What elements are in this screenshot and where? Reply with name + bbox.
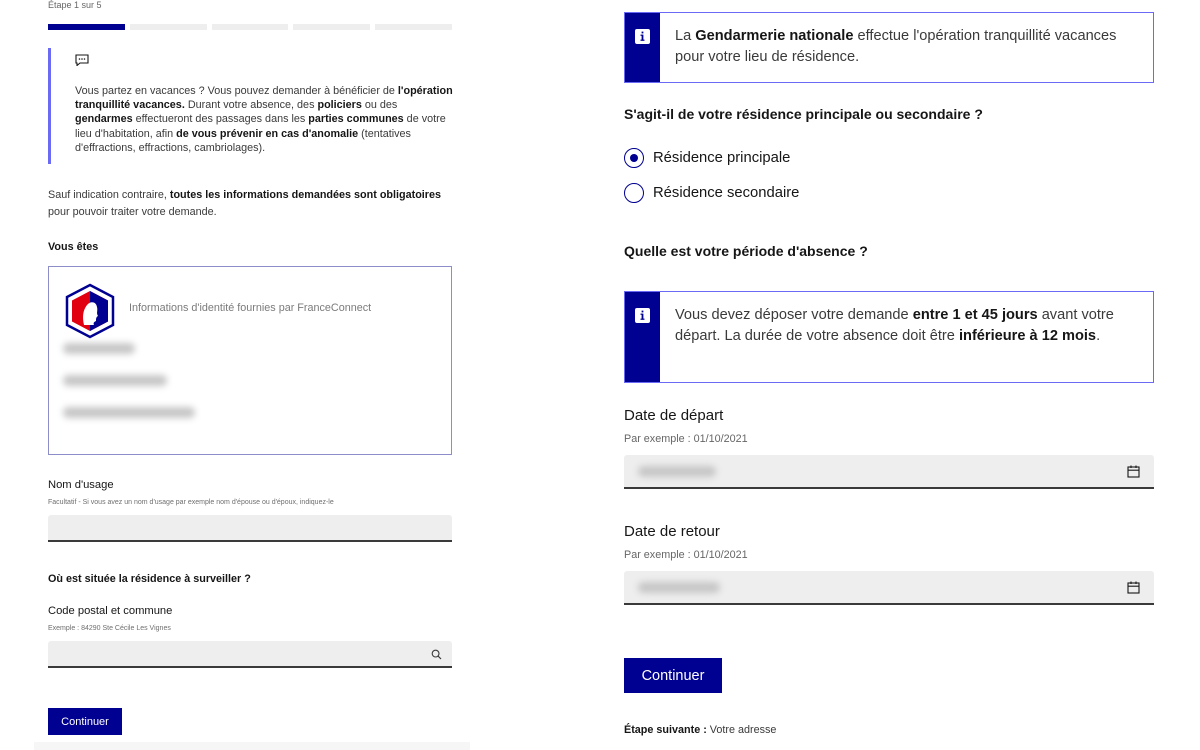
next-step-prefix: Étape suivante : (624, 724, 707, 736)
identity-heading: Vous êtes (48, 241, 99, 253)
absence-notice-text: Vous devez déposer votre demande entre 1 et 45 jours avant votre départ. La durée de votre absence doit être inférieure à 12 mois. (675, 307, 1114, 344)
next-step-info (624, 724, 776, 736)
redacted-identity-line (63, 375, 167, 386)
redacted-date-value (638, 582, 720, 593)
emphasis-text: Gendarmerie nationale (695, 28, 854, 44)
continue-button[interactable]: Continuer (624, 658, 722, 693)
depart-date-label: Date de départ (624, 407, 724, 424)
code-postal-label: Code postal et commune (48, 605, 173, 617)
radio-label: Résidence secondaire (653, 185, 800, 201)
search-icon[interactable] (431, 649, 442, 660)
step-indicator: Étape 1 sur 5 (48, 0, 102, 10)
radio-residence-principale[interactable] (624, 148, 790, 168)
nom-usage-label: Nom d'usage (48, 479, 114, 491)
nom-usage-hint: Facultatif - Si vous avez un nom d'usage par exemple nom d'épouse ou d'époux, indiquez-le (48, 499, 334, 506)
next-step-name: Votre adresse (706, 724, 777, 736)
code-postal-hint: Exemple : 84290 Ste Cécile Les Vignes (48, 625, 171, 632)
franceconnect-identity-box (48, 266, 452, 455)
gendarmerie-notice-text: La Gendarmerie nationale effectue l'opération tranquillité vacances pour votre lieu de résidence. (675, 28, 1117, 65)
depart-date-hint: Par exemple : 01/10/2021 (624, 433, 748, 445)
franceconnect-logo (63, 283, 117, 339)
redacted-identity-line (63, 407, 195, 418)
stepper-segment (375, 24, 452, 30)
gendarmerie-notice (624, 12, 1154, 83)
depart-date-input[interactable] (624, 455, 1154, 489)
emphasis-text: entre 1 et 45 jours (912, 307, 1038, 323)
left-form-panel (0, 0, 480, 750)
emphasis-text: toutes les informations demandées sont obligatoires (169, 189, 442, 201)
continue-button[interactable]: Continuer (48, 708, 122, 735)
redacted-identity-line (63, 343, 135, 354)
retour-date-input[interactable] (624, 571, 1154, 605)
intro-text: Vous partez en vacances ? Vous pouvez demander à bénéficier de l'opération tranquillité vacances. Durant votre absence, des policiers ou des gendarmes effectueront des passages dans les parties communes de votre lieu d'habitation, afin de vous prévenir en cas d'anomalie (tentatives d'effractions, effractions, cambriolages). (75, 85, 453, 154)
franceconnect-caption: Informations d'identité fournies par FranceConnect (129, 302, 372, 314)
emphasis-text: l'opération tranquillité vacances. (75, 85, 453, 112)
retour-date-hint: Par exemple : 01/10/2021 (624, 549, 748, 561)
stepper-segment (293, 24, 370, 30)
residence-type-question: S'agit-il de votre résidence principale ou secondaire ? (624, 106, 983, 122)
required-fields-notice: Sauf indication contraire, toutes les informations demandées sont obligatoires pour pouvoir traiter votre demande. (48, 189, 442, 218)
calendar-icon[interactable] (1127, 581, 1140, 594)
info-icon (635, 29, 650, 44)
residence-location-question: Où est située la résidence à surveiller ? (48, 573, 251, 585)
radio-residence-secondaire[interactable] (624, 183, 799, 203)
stepper-segment (212, 24, 289, 30)
emphasis-text: de vous prévenir en cas d'anomalie (176, 127, 359, 140)
radio-label: Résidence principale (653, 150, 791, 166)
notice-icon-bar (625, 13, 660, 82)
progress-stepper (48, 24, 452, 30)
stepper-segment (130, 24, 207, 30)
emphasis-text: parties communes (308, 113, 404, 126)
absence-period-question: Quelle est votre période d'absence ? (624, 243, 868, 259)
comment-icon (75, 54, 89, 66)
retour-date-label: Date de retour (624, 523, 720, 540)
notice-icon-bar (625, 292, 660, 382)
radio-button-checked[interactable] (624, 148, 644, 168)
nom-usage-input[interactable] (48, 515, 452, 542)
info-icon (635, 308, 650, 323)
panel-bottom-edge (34, 742, 470, 750)
emphasis-text: policiers (317, 99, 362, 112)
intro-callout (48, 48, 452, 164)
calendar-icon[interactable] (1127, 465, 1140, 478)
redacted-date-value (638, 466, 716, 477)
stepper-segment (48, 24, 125, 30)
radio-button[interactable] (624, 183, 644, 203)
emphasis-text: gendarmes (75, 113, 133, 126)
code-postal-input[interactable] (48, 641, 452, 668)
emphasis-text: inférieure à 12 mois (958, 328, 1097, 344)
absence-notice (624, 291, 1154, 383)
